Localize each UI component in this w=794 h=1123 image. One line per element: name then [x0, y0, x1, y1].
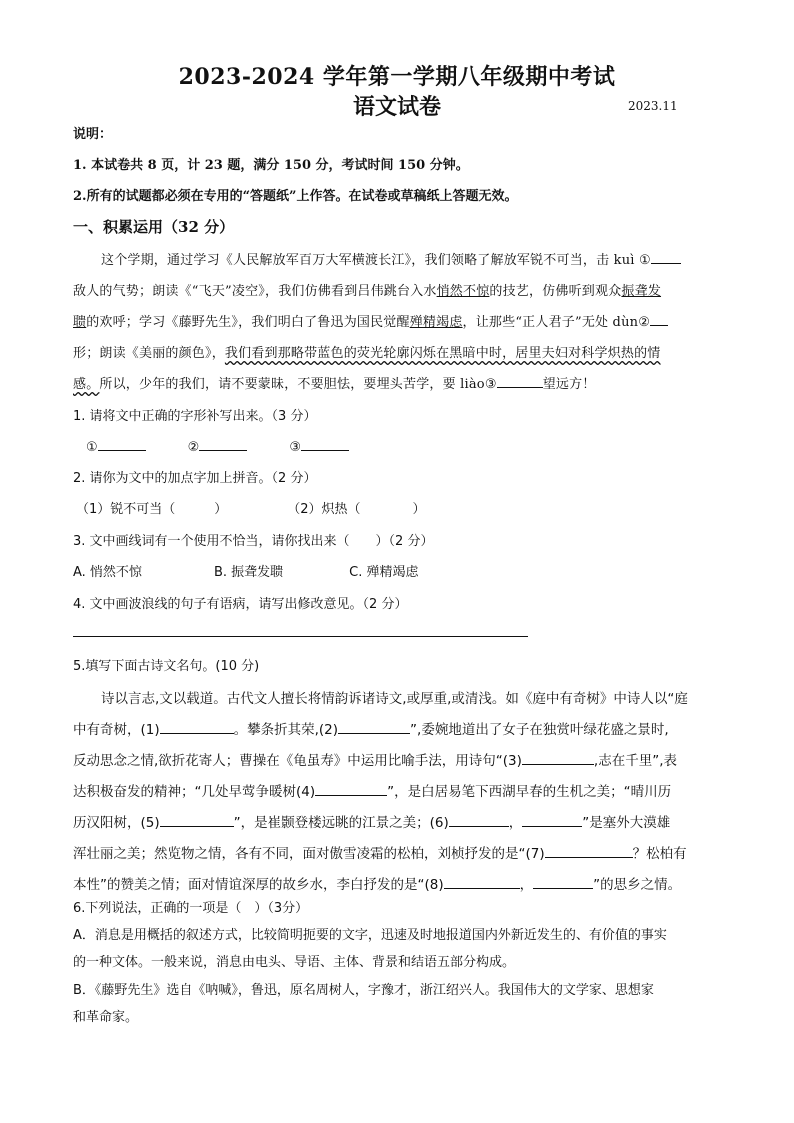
- underlined-phrase: 聩: [73, 315, 87, 330]
- q1-label-2: ②: [187, 440, 200, 455]
- question-6: 6.下列说法，正确的一项是（ ）（3分）: [73, 901, 309, 916]
- passage-text: 这个学期，通过学习《人民解放军百万大军横渡长江》，我们领略了解放军锐不可当，击 kuì ①: [101, 253, 651, 268]
- q5-line-1: 诗以言志,文以载道。古代文人擅长将情韵诉诸诗文,或厚重,或清浅。如《庭中有奇树》中诗人以“庭: [101, 691, 688, 707]
- q5-text: ？松柏有: [632, 846, 687, 862]
- exam-date: 2023.11: [628, 99, 678, 113]
- q1-blank-3[interactable]: [301, 436, 349, 451]
- passage-text: 形；朗读《美丽的颜色》，: [73, 346, 225, 361]
- q5-blank-5[interactable]: [160, 812, 234, 827]
- q5-text: ”的思乡之情。: [593, 877, 682, 893]
- question-4: 4. 文中画波浪线的句子有语病，请写出修改意见。（2 分）: [73, 597, 408, 612]
- wavy-sentence: 感。: [73, 377, 100, 392]
- blank-3[interactable]: [497, 373, 543, 388]
- q5-blank-8a[interactable]: [444, 874, 520, 889]
- q5-line-4: [73, 780, 728, 800]
- q5-text: ，: [508, 815, 523, 831]
- passage-text: 的技艺，仿佛听到观众: [489, 284, 622, 299]
- q5-blank-6a[interactable]: [449, 812, 509, 827]
- q6-option-a[interactable]: A．消息是用概括的叙述方式，比较简明扼要的文字，迅速及时地报道国内外新近发生的、有价值的事实: [73, 928, 667, 943]
- q5-text: 。攀条折其荣,(2): [233, 722, 339, 738]
- passage-line-4: [73, 342, 728, 361]
- q2-items: [76, 498, 731, 517]
- question-3: 3. 文中画线词有一个使用不恰当，请你找出来（ ）（2 分）: [73, 534, 434, 549]
- question-1: 1. 请将文中正确的字形补写出来。（3 分）: [73, 409, 317, 424]
- passage-text: 的欢呼；学习《藤野先生》，我们明白了鲁迅为国民觉醒: [86, 315, 410, 330]
- q5-blank-8b[interactable]: [533, 874, 593, 889]
- q5-text: 达积极奋发的精神；“几处早莺争暖树(4): [73, 784, 316, 800]
- q5-line-2: [73, 718, 728, 738]
- passage-line-5: [73, 373, 728, 392]
- wavy-sentence: 我们看到那略带蓝色的荧光轮廓闪烁在黑暗中时，居里夫妇对科学炽热的情: [224, 346, 661, 361]
- q1-blank-2[interactable]: [199, 436, 247, 451]
- q5-text: 历汉阳树，(5): [73, 815, 160, 831]
- q3-options: [73, 561, 728, 580]
- q5-line-3: [73, 749, 728, 769]
- q5-line-5: [73, 811, 728, 831]
- q5-blank-4[interactable]: [315, 781, 387, 796]
- question-5: 5.填写下面古诗文名句。(10 分): [73, 659, 260, 674]
- q1-blank-1[interactable]: [98, 436, 146, 451]
- notes-label: 说明：: [73, 127, 113, 142]
- q5-text: ”，是崔颢登楼远眺的江景之美；(6): [233, 815, 449, 831]
- q5-text: ”是塞外大漠雄: [582, 815, 671, 831]
- q4-answer-line[interactable]: [73, 636, 528, 637]
- q5-blank-1[interactable]: [160, 719, 234, 734]
- q5-text: ,志在千里”,表: [593, 753, 677, 769]
- q6-option-a-cont: 的一种文体。一般来说，消息由电头、导语、主体、背景和结语五部分构成。: [73, 955, 516, 970]
- exam-title: 2023-2024 学年第一学期八年级期中考试: [178, 64, 616, 90]
- q5-text: ，: [519, 877, 534, 893]
- q1-answers: [86, 436, 741, 455]
- passage-line-1: [101, 249, 756, 268]
- passage-text: ，让那些“正人君子”无处 dùn②: [462, 315, 651, 330]
- q5-text: 中有奇树，(1): [73, 722, 160, 738]
- q5-text: ”，是白居易笔下西湖早春的生机之美；“晴川历: [387, 784, 672, 800]
- q3-option-b[interactable]: B. 振聋发聩: [213, 565, 284, 580]
- q5-blank-3[interactable]: [522, 750, 594, 765]
- q5-line-6: [73, 842, 728, 862]
- passage-text: 敌人的气势；朗读《“飞天”凌空》，我们仿佛看到吕伟跳台入水: [73, 284, 437, 299]
- q5-text: 本性”的赞美之情；面对情谊深厚的故乡水，李白抒发的是“(8): [73, 877, 444, 893]
- q1-label-1: ①: [86, 440, 98, 455]
- blank-1[interactable]: [651, 249, 681, 264]
- notes-item-1: 1. 本试卷共 8 页，计 23 题，满分 150 分，考试时间 150 分钟。: [73, 158, 469, 173]
- q5-text: 反动思念之情,欲折花寄人；曹操在《龟虽寿》中运用比喻手法，用诗句“(3): [73, 753, 522, 769]
- passage-text: 望远方！: [542, 377, 596, 392]
- q5-blank-6b[interactable]: [522, 812, 582, 827]
- notes-item-2: 2.所有的试题都必须在专用的“答题纸”上作答。在试卷或草稿纸上答题无效。: [73, 189, 518, 204]
- q1-label-3: ③: [289, 440, 301, 455]
- q5-blank-2[interactable]: [338, 719, 410, 734]
- q5-text: ”,委婉地道出了女子在独赏叶绿花盛之景时,: [410, 722, 669, 738]
- q5-blank-7[interactable]: [545, 843, 633, 858]
- underlined-phrase: 悄然不惊: [436, 284, 490, 299]
- passage-line-2: [73, 280, 728, 299]
- underlined-phrase: 振聋发: [621, 284, 662, 299]
- q2-item-2[interactable]: （2）炽热（ ）: [287, 502, 426, 517]
- q6-option-b-cont: 和革命家。: [73, 1010, 139, 1025]
- section-heading: 一、积累运用（32 分）: [73, 218, 235, 236]
- q5-line-7: [73, 873, 728, 893]
- q3-option-c[interactable]: C. 殚精竭虑: [349, 565, 419, 580]
- q2-item-1[interactable]: （1）锐不可当（ ）: [76, 502, 228, 517]
- q3-option-a[interactable]: A. 悄然不惊: [73, 565, 142, 580]
- q6-option-b[interactable]: B．《藤野先生》选自《呐喊》，鲁迅，原名周树人，字豫才，浙江绍兴人。我国伟大的文学家、思想家: [73, 983, 654, 998]
- exam-subtitle: 语文试卷: [352, 94, 441, 120]
- passage-line-3: [73, 311, 728, 330]
- question-2: 2. 请你为文中的加点字加上拼音。（2 分）: [73, 471, 317, 486]
- blank-2[interactable]: [650, 311, 668, 326]
- underlined-phrase: 殚精竭虑: [409, 315, 463, 330]
- passage-text: 所以，少年的我们，请不要蒙昧，不要胆怯，要埋头苦学，要 liào③: [99, 377, 497, 392]
- q5-text: 浑壮丽之美；然览物之情，各有不同，面对傲雪凌霜的松柏，刘桢抒发的是“(7): [73, 846, 545, 862]
